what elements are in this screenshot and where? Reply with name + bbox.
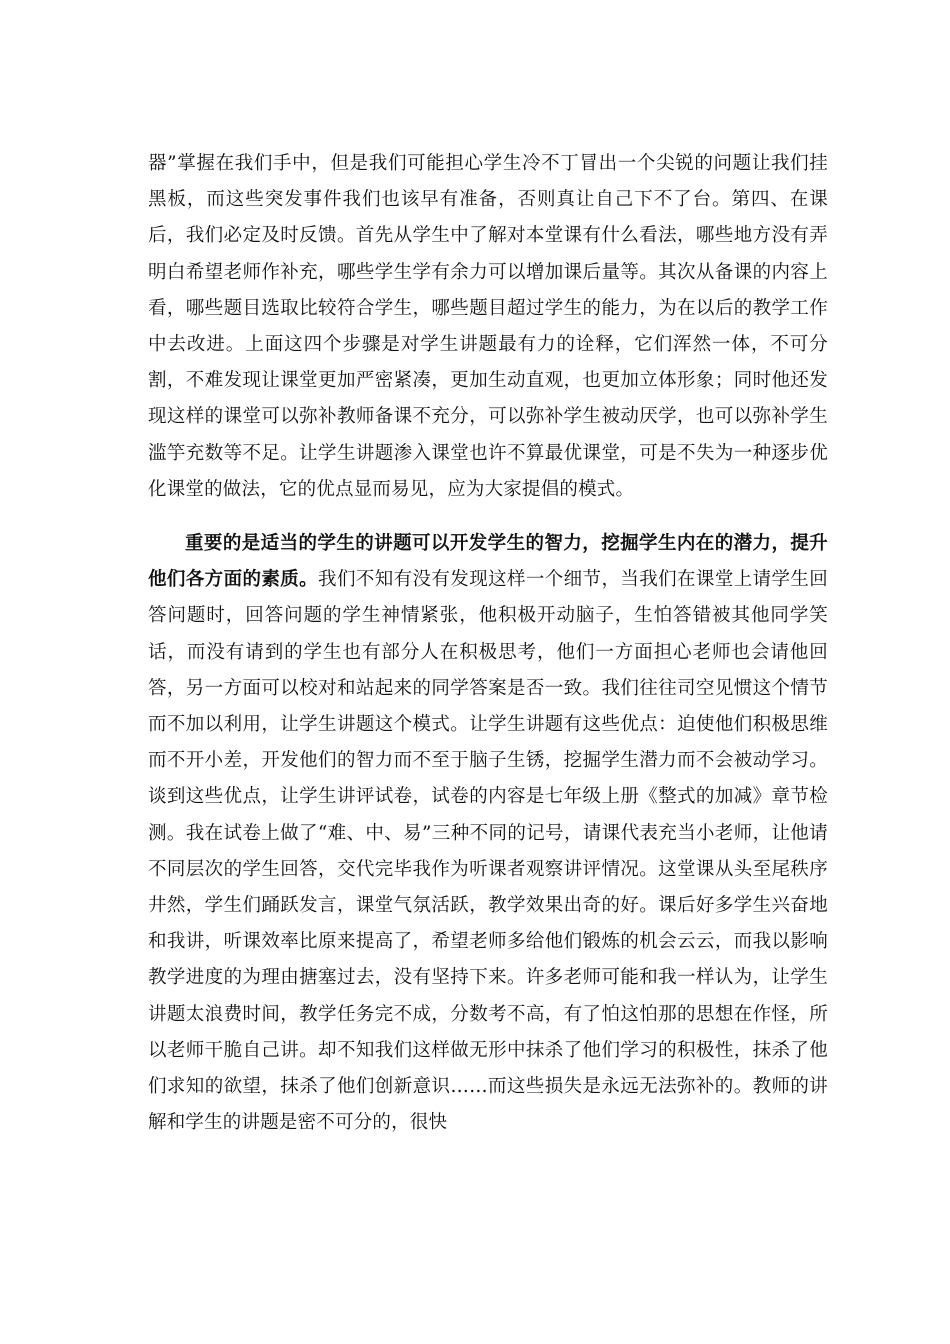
bold-lead-sentence: 重要的是适当的学生的讲题可以开发学生的智力，挖掘学生内在的潜力，提升他们各方面的素质。: [148, 533, 828, 591]
paragraph-text-with-bold-lead: [148, 526, 828, 1141]
body-paragraph-2: [148, 526, 828, 1141]
paragraph-body-text: 我们不知有没有发现这样一个细节，当我们在课堂上请学生回答问题时，回答问题的学生神情紧张，他积极开动脑子，生怕答错被其他同学笑话，而没有请到的学生也有部分人在积极思考，他们一方面担心老师也会请他回答，另一方面可以校对和站起来的同学答案是否一致。我们往往司空见惯这个情节而不加以利用，让学生讲题这个模式。让学生讲题有这些优点：迫使他们积极思维而不开小差，开发他们的智力而不至于脑子生锈，挖掘学生潜力而不会被动学习。谈到这些优点，让学生讲评试卷，试卷的内容是七年级上册《整式的加减》章节检测。我在试卷上做了“难、中、易”三种不同的记号，请课代表充当小老师，让他请不同层次的学生回答，交代完毕我作为听课者观察讲评情况。这堂课从头至尾秩序井然，学生们踊跃发言，课堂气氛活跃，教学效果出奇的好。课后好多学生兴奋地和我讲，听课效率比原来提高了，希望老师多给他们锻炼的机会云云，而我以影响教学进度的为理由搪塞过去，没有坚持下来。许多老师可能和我一样认为，让学生讲题太浪费时间，教学任务完不成，分数考不高，有了怕这怕那的思想在作怪，所以老师干脆自己讲。却不知我们这样做无形中抹杀了他们学习的积极性，抹杀了他们求知的欲望，抹杀了他们创新意识……而这些损失是永远无法弥补的。教师的讲解和学生的讲题是密不可分的，很快: [148, 569, 828, 1134]
body-paragraph-1: [148, 146, 828, 508]
paragraph-text: 器”掌握在我们手中，但是我们可能担心学生冷不丁冒出一个尖锐的问题让我们挂黑板，而这些突发事件我们也该早有准备，否则真让自己下不了台。第四、在课后，我们必定及时反馈。首先从学生中了解对本堂课有什么看法，哪些地方没有弄明白希望老师作补充，哪些学生学有余力可以增加课后量等。其次从备课的内容上看，哪些题目选取比较符合学生，哪些题目超过学生的能力，为在以后的教学工作中去改进。上面这四个步骤是对学生讲题最有力的诠释，它们浑然一体，不可分割，不难发现让课堂更加严密紧凑，更加生动直观，也更加立体形象；同时他还发现这样的课堂可以弥补教师备课不充分，可以弥补学生被动厌学，也可以弥补学生滥竽充数等不足。让学生讲题渗入课堂也许不算最优课堂，可是不失为一种逐步优化课堂的做法，它的优点显而易见，应为大家提倡的模式。: [148, 153, 828, 500]
